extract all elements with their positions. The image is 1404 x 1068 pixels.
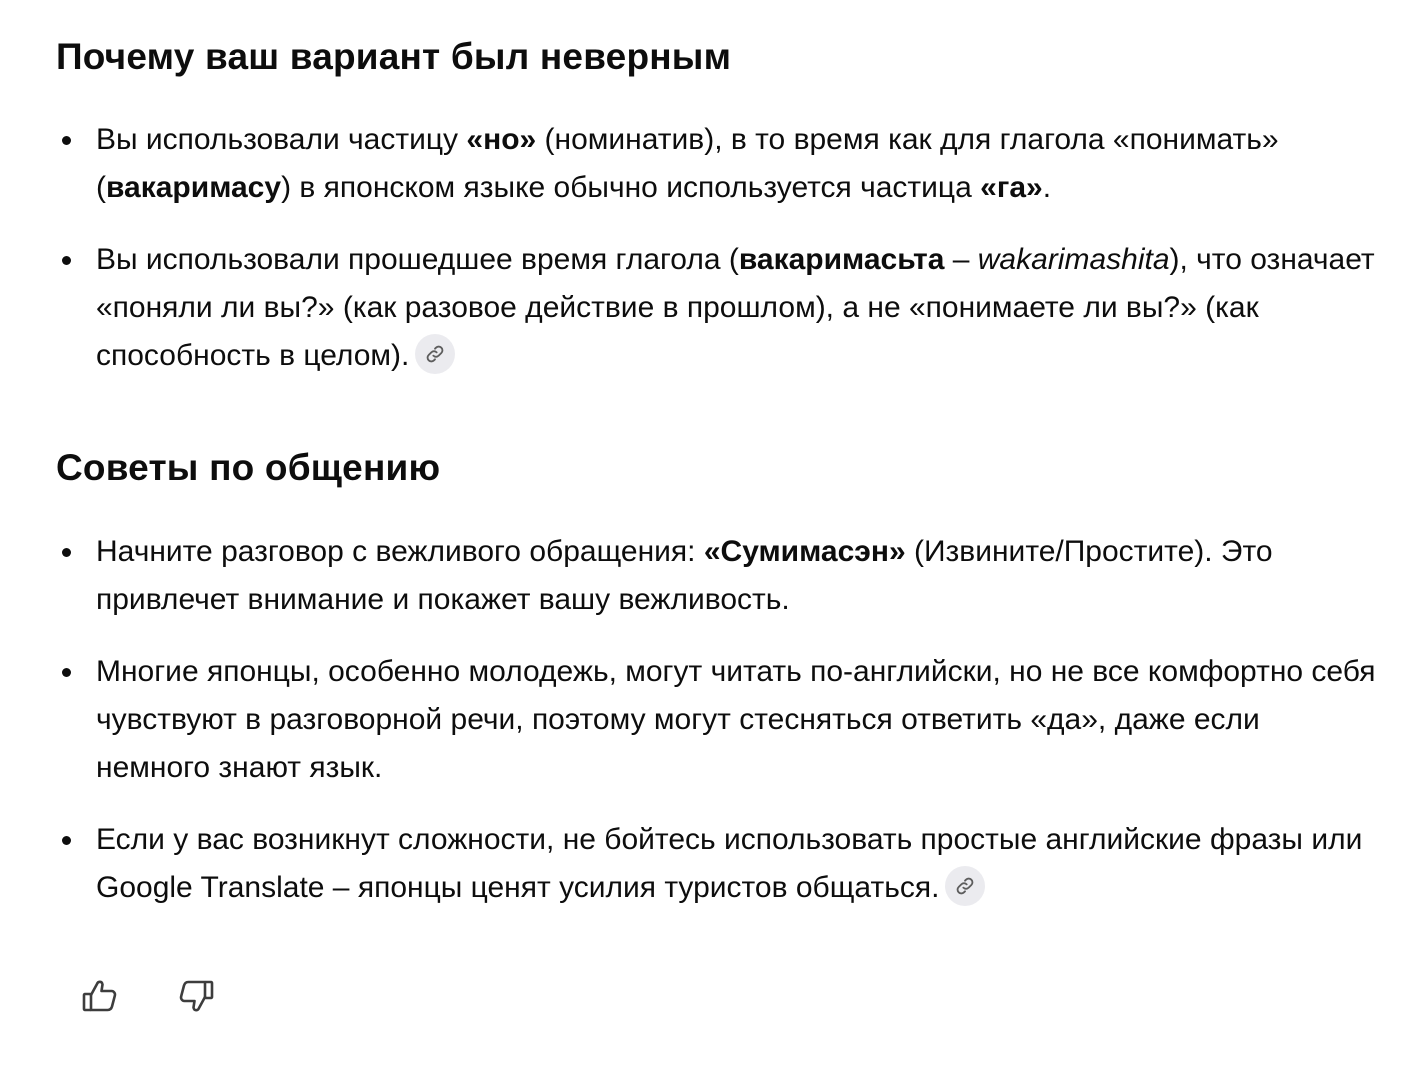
list-item: Если у вас возникнут сложности, не бойтесь использовать простые английские фразы или Google Translate – японцы ценят усилия туристов общаться. (56, 816, 1376, 912)
list-item: Вы использовали прошедшее время глагола (вакаримасьта – wakarimashita), что означает «поняли ли вы?» (как разовое действие в прошлом), а не «понимаете ли вы?» (как способность в целом). (56, 236, 1376, 380)
section-title-why-wrong: Почему ваш вариант был неверным (56, 36, 732, 77)
verb-wakarimasu: вакаримасу (106, 171, 282, 204)
tips-list (56, 528, 1376, 936)
list-item: Многие японцы, особенно молодежь, могут читать по-английски, но не все комфортно себя чувствуют в разговорной речи, поэтому могут стесняться ответить «да», даже если немного знают язык. (56, 648, 1376, 792)
romaji-wakarimashita: wakarimashita (977, 243, 1170, 276)
thumbs-down-icon (176, 976, 216, 1016)
particle-no: «но» (466, 123, 537, 156)
source-link-button[interactable] (945, 866, 985, 906)
dislike-button[interactable] (176, 972, 216, 1020)
feedback-bar (80, 972, 216, 1020)
source-link-button[interactable] (415, 334, 455, 374)
link-icon (955, 876, 975, 896)
why-wrong-list (56, 116, 1376, 404)
thumbs-up-icon (80, 976, 120, 1016)
like-button[interactable] (80, 972, 120, 1020)
link-icon (425, 344, 445, 364)
list-item: Начните разговор с вежливого обращения: «Сумимасэн» (Извините/Простите). Это привлечет внимание и покажет вашу вежливость. (56, 528, 1376, 624)
list-item: Вы использовали частицу «но» (номинатив), в то время как для глагола «понимать» (вакаримасу) в японском языке обычно используется частица «га». (56, 116, 1376, 212)
phrase-sumimasen: «Сумимасэн» (703, 535, 906, 568)
section-title-tips: Советы по общению (56, 447, 441, 488)
verb-wakarimashita: вакаримасьта (738, 243, 945, 276)
particle-ga: «га» (980, 171, 1043, 204)
